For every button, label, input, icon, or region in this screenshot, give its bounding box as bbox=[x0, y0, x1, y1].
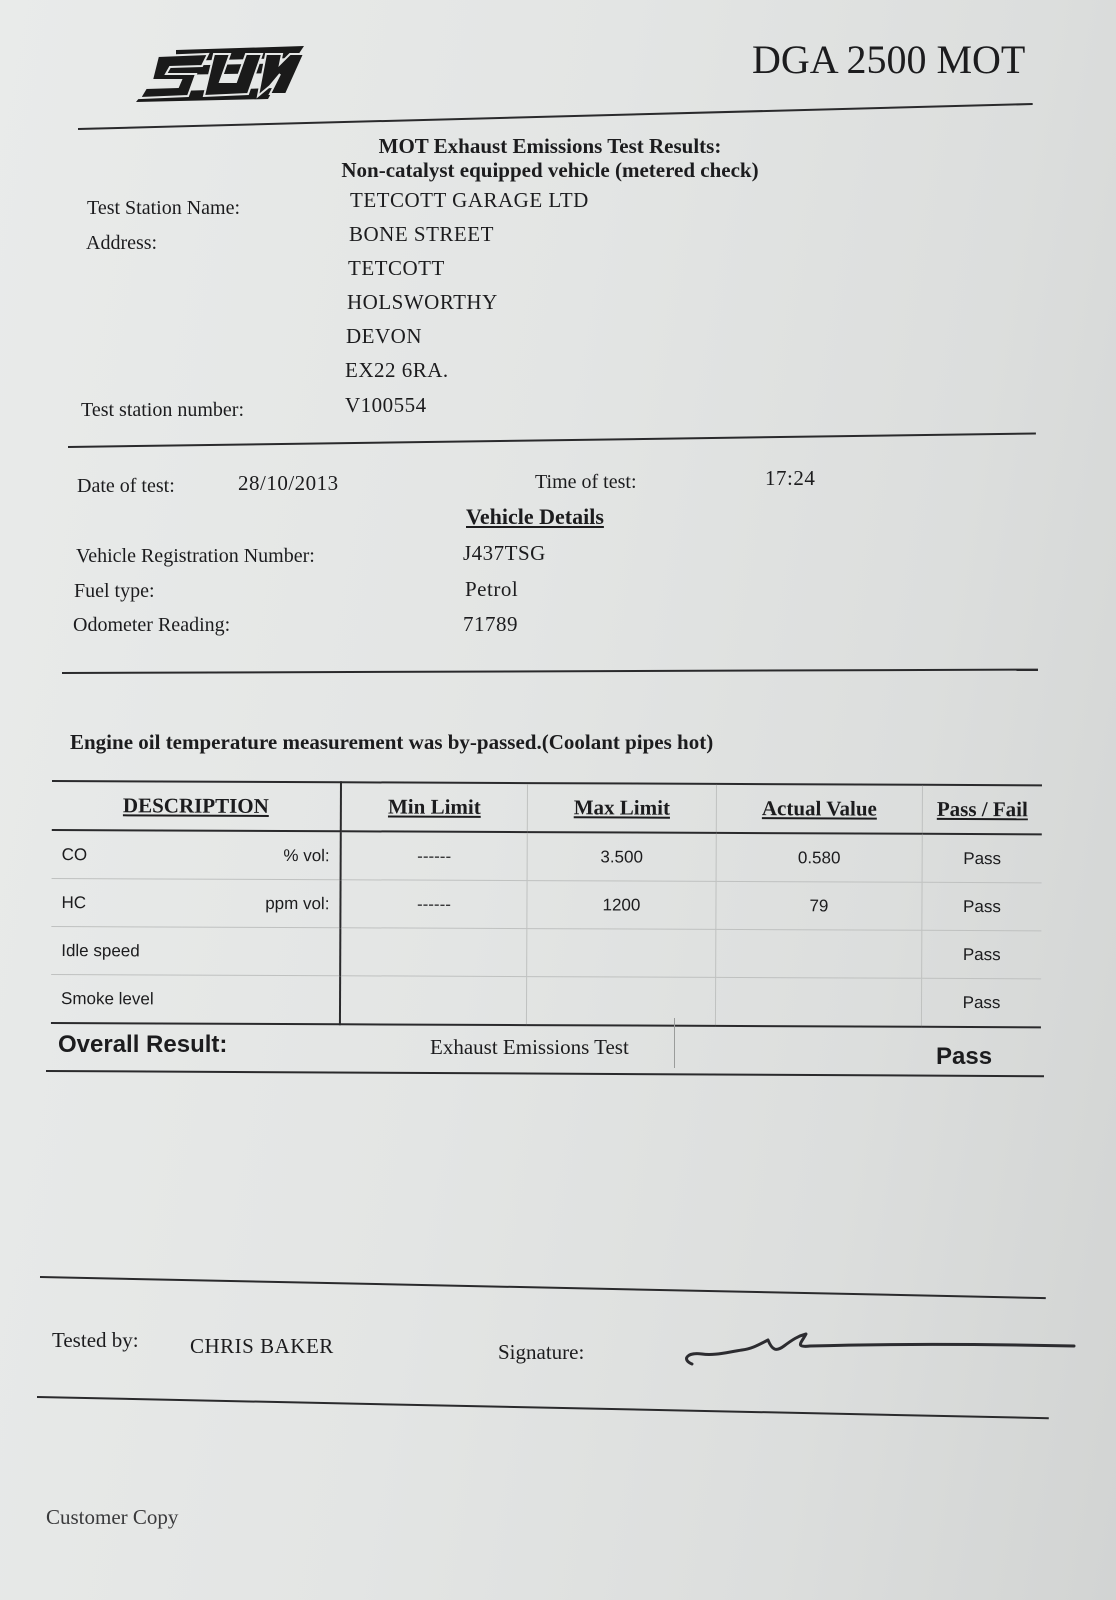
fuel-type-label: Fuel type: bbox=[74, 580, 155, 602]
description-cell bbox=[51, 974, 340, 1024]
max-limit-cell bbox=[527, 929, 716, 978]
address-line: HOLSWORTHY bbox=[347, 290, 498, 314]
pass-fail-cell: Pass bbox=[922, 834, 1042, 883]
max-limit-cell: 1200 bbox=[527, 881, 716, 930]
overall-divider bbox=[674, 1018, 675, 1068]
vehicle-details-title: Vehicle Details bbox=[466, 504, 604, 529]
table-row bbox=[51, 974, 1041, 1027]
signature-label: Signature: bbox=[498, 1340, 585, 1364]
heading-line-1: MOT Exhaust Emissions Test Results: bbox=[378, 134, 722, 158]
station-name-value: TETCOTT GARAGE LTD bbox=[350, 188, 589, 212]
address-line: EX22 6RA. bbox=[345, 358, 449, 382]
overall-rule bbox=[46, 1070, 1044, 1077]
station-rule bbox=[68, 432, 1036, 448]
date-value: 28/10/2013 bbox=[238, 471, 339, 495]
station-name-label: Test Station Name: bbox=[87, 197, 241, 219]
registration-value: J437TSG bbox=[463, 541, 546, 565]
description-text: HC bbox=[61, 892, 87, 912]
min-limit-cell bbox=[340, 976, 527, 1025]
tested-by-value: CHRIS BAKER bbox=[190, 1334, 334, 1358]
max-limit-cell bbox=[526, 977, 715, 1026]
actual-value-cell bbox=[716, 929, 922, 978]
pass-fail-cell: Pass bbox=[922, 930, 1042, 979]
time-label: Time of test: bbox=[535, 471, 637, 493]
overall-result-label: Overall Result: bbox=[58, 1031, 228, 1058]
station-number-value: V100554 bbox=[345, 393, 427, 417]
odometer-label: Odometer Reading: bbox=[73, 614, 231, 636]
table-row bbox=[51, 878, 1041, 930]
footer-top-rule bbox=[40, 1276, 1046, 1299]
actual-value-cell: 79 bbox=[716, 881, 922, 930]
column-header-min-limit: Min Limit bbox=[341, 782, 528, 832]
pass-fail-cell: Pass bbox=[922, 882, 1042, 931]
description-cell bbox=[52, 830, 341, 880]
column-header-description: DESCRIPTION bbox=[52, 781, 341, 831]
table-row bbox=[52, 830, 1042, 883]
fuel-type-value: Petrol bbox=[465, 577, 519, 601]
sun-logo bbox=[136, 44, 306, 106]
header-rule bbox=[78, 103, 1033, 130]
document-title: DGA 2500 MOT bbox=[752, 37, 1026, 82]
station-number-label: Test station number: bbox=[81, 399, 245, 421]
bypass-note: Engine oil temperature measurement was by-passed.(Coolant pipes hot) bbox=[70, 730, 714, 754]
column-header-pass-fail: Pass / Fail bbox=[922, 785, 1042, 835]
column-header-actual-value: Actual Value bbox=[716, 784, 922, 834]
min-limit-cell: ------ bbox=[340, 880, 527, 929]
actual-value-cell: 0.580 bbox=[716, 833, 922, 882]
signature-mark bbox=[680, 1330, 1080, 1380]
description-cell bbox=[51, 878, 340, 927]
address-line: TETCOTT bbox=[348, 256, 445, 280]
actual-value-cell bbox=[715, 977, 921, 1026]
overall-result-value: Pass bbox=[936, 1043, 993, 1070]
unit-text: ppm vol: bbox=[265, 893, 330, 913]
table-row bbox=[51, 926, 1041, 978]
description-text: Idle speed bbox=[61, 940, 140, 960]
vehicle-rule bbox=[62, 669, 1038, 674]
address-line: DEVON bbox=[346, 324, 422, 348]
pass-fail-cell: Pass bbox=[921, 978, 1041, 1027]
min-limit-cell bbox=[340, 928, 527, 977]
unit-text: % vol: bbox=[283, 845, 330, 865]
table-header-row bbox=[52, 781, 1042, 834]
address-label: Address: bbox=[86, 232, 158, 254]
heading-line-2: Non-catalyst equipped vehicle (metered check) bbox=[341, 158, 759, 182]
address-line: BONE STREET bbox=[349, 222, 494, 246]
description-cell bbox=[51, 926, 340, 975]
column-header-max-limit: Max Limit bbox=[527, 783, 716, 833]
min-limit-cell: ------ bbox=[341, 831, 528, 880]
max-limit-cell: 3.500 bbox=[527, 832, 716, 881]
tested-by-label: Tested by: bbox=[52, 1328, 139, 1352]
registration-label: Vehicle Registration Number: bbox=[76, 545, 315, 567]
date-label: Date of test: bbox=[77, 475, 175, 497]
overall-result-test: Exhaust Emissions Test bbox=[430, 1035, 629, 1059]
footer-bottom-rule bbox=[37, 1396, 1049, 1419]
odometer-value: 71789 bbox=[463, 612, 518, 636]
time-value: 17:24 bbox=[765, 466, 816, 490]
description-text: Smoke level bbox=[61, 988, 154, 1008]
results-table bbox=[51, 780, 1042, 1028]
customer-copy-label: Customer Copy bbox=[46, 1505, 179, 1529]
description-text: CO bbox=[61, 844, 88, 864]
